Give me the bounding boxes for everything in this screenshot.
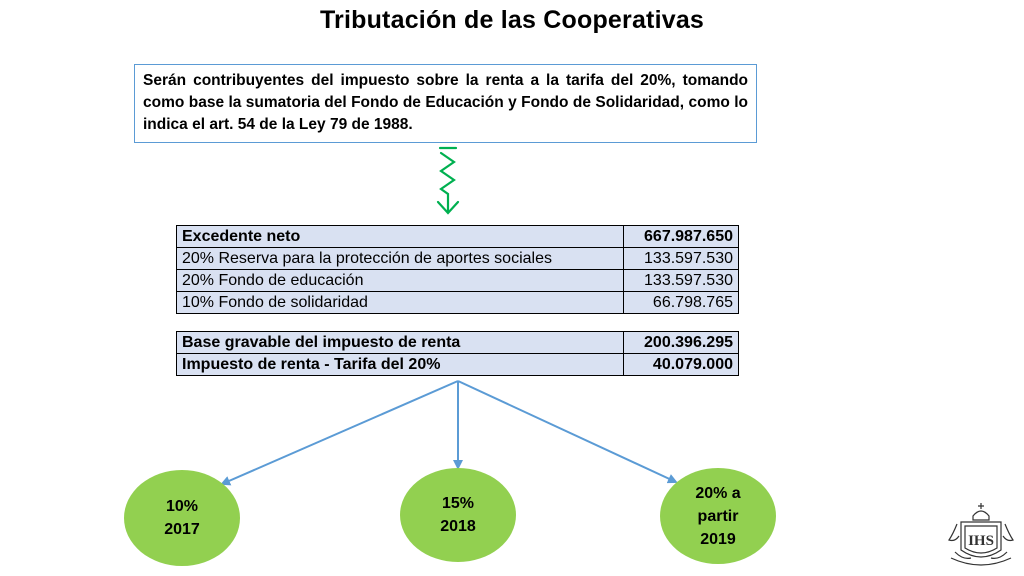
circle-year: 2018 [440, 518, 476, 535]
row-value: 667.987.650 [624, 226, 739, 248]
circle-rate: 10% [165, 498, 199, 515]
tax-base-table [176, 331, 739, 376]
row-label: Impuesto de renta - Tarifa del 20% [177, 354, 624, 376]
rate-circle-2017 [124, 470, 240, 566]
row-value: 133.597.530 [624, 248, 739, 270]
table-row [177, 354, 739, 376]
table-row [177, 248, 739, 270]
tax-note-box: Serán contribuyentes del impuesto sobre la renta a la tarifa del 20%, tomando como base la sumatoria del Fondo de Educación y Fondo de Solidaridad, como lo indica el art. 54 de la Ley 79 de 1988. [134, 64, 757, 143]
row-label: 10% Fondo de solidaridad [177, 292, 624, 314]
slide-title: Tributación de las Cooperativas [319, 6, 705, 34]
row-value: 133.597.530 [624, 270, 739, 292]
arrow-to-2017 [222, 381, 458, 484]
circle-year: 2019 [700, 530, 736, 548]
circle-rate: 15% [441, 495, 475, 512]
rate-circle-2019 [660, 468, 776, 564]
row-value: 66.798.765 [624, 292, 739, 314]
row-label: Base gravable del impuesto de renta [177, 332, 624, 354]
row-value: 40.079.000 [624, 354, 739, 376]
table-row [177, 292, 739, 314]
arrow-to-2019 [458, 381, 676, 482]
circle-line: partir [697, 507, 739, 525]
rate-circle-2018 [400, 468, 516, 562]
row-label: Excedente neto [177, 226, 624, 248]
row-value: 200.396.295 [624, 332, 739, 354]
table-row [177, 226, 739, 248]
table-row [177, 270, 739, 292]
table-row [177, 332, 739, 354]
surplus-table [176, 225, 739, 314]
logo-monogram: IHS [968, 533, 994, 549]
squiggle-arrow-icon [438, 148, 458, 213]
row-label: 20% Reserva para la protección de aportes sociales [177, 248, 624, 270]
row-label: 20% Fondo de educación [177, 270, 624, 292]
circle-line: 20% a [695, 484, 741, 502]
crest-logo-icon [943, 500, 1019, 572]
circle-year: 2017 [164, 521, 200, 538]
